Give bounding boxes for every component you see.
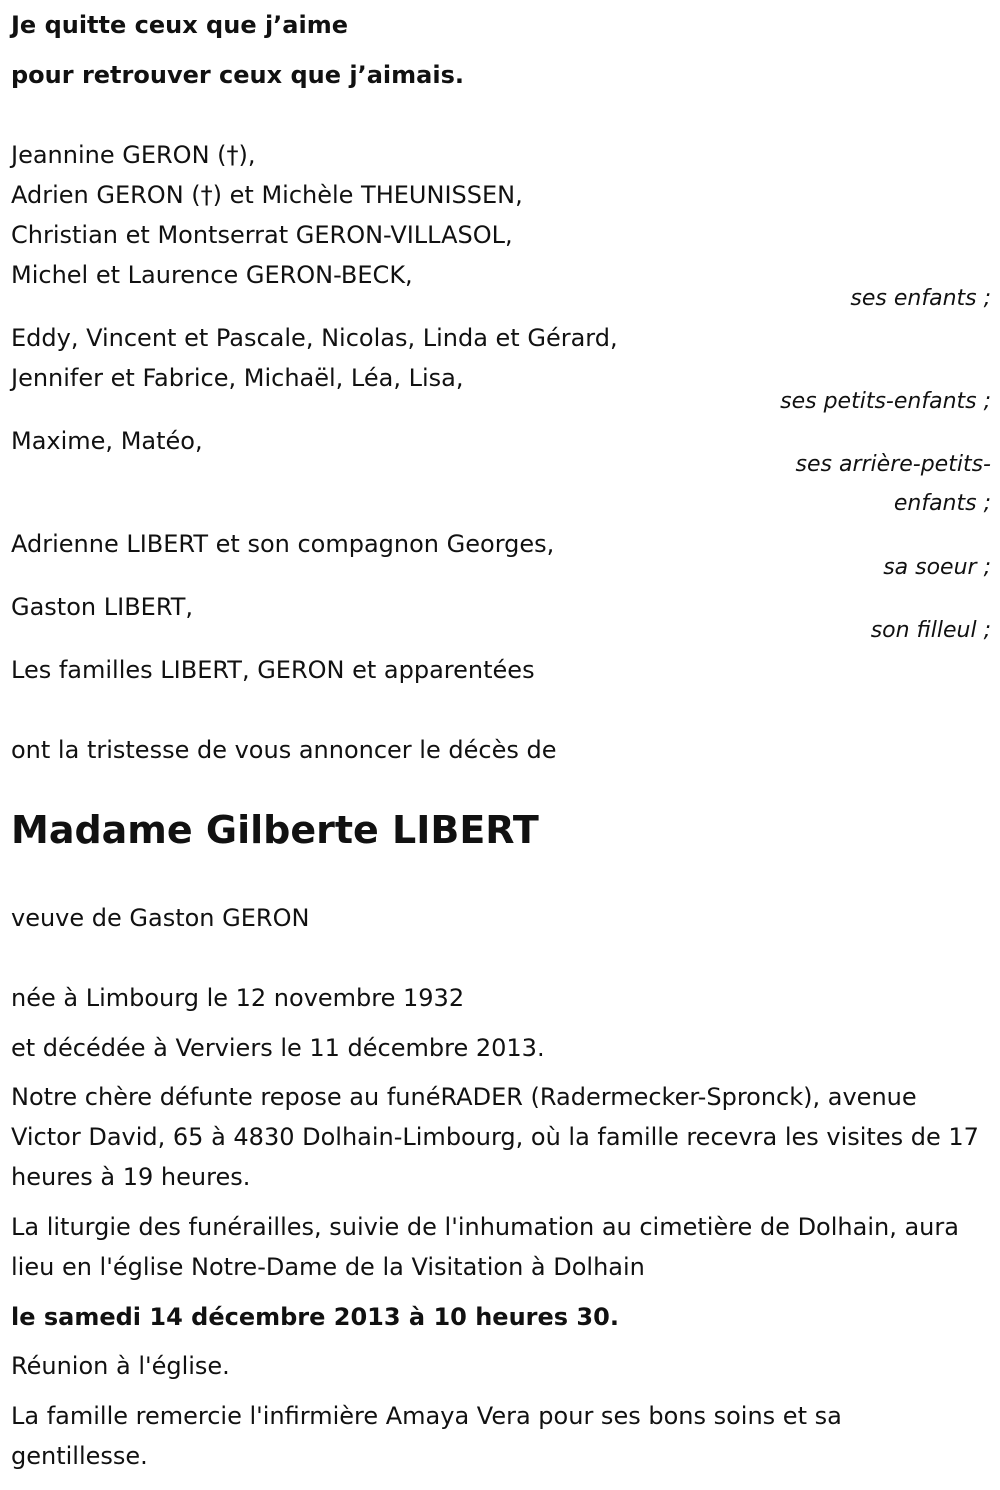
families-line: Les familles LIBERT, GERON et apparentées	[11, 656, 535, 684]
godson-role: son filleul ;	[870, 618, 991, 643]
sister-role: sa soeur ;	[883, 555, 991, 580]
children-name-3: Christian et Montserrat GERON-VILLASOL,	[11, 221, 513, 249]
liturgy-paragraph: La liturgie des funérailles, suivie de l'inhumation au cimetière de Dolhain, aura lieu en l'église Notre-Dame de la Visitation à Dolhain	[11, 1213, 959, 1281]
great-grandchildren-role-1: ses arrière-petits-	[795, 452, 991, 477]
grandchildren-name-2: Jennifer et Fabrice, Michaël, Léa, Lisa,	[11, 364, 464, 392]
announcement-line: ont la tristesse de vous annoncer le décès de	[11, 736, 557, 764]
birth-line: née à Limbourg le 12 novembre 1932	[11, 984, 465, 1012]
deceased-name: Madame Gilberte LIBERT	[11, 808, 539, 852]
grandchildren-role: ses petits-enfants ;	[780, 389, 991, 414]
intro-line-1: Je quitte ceux que j’aime	[11, 11, 349, 39]
great-grandchildren-names: Maxime, Matéo,	[11, 427, 203, 455]
thanks-paragraph: La famille remercie l'infirmière Amaya Vera pour ses bons soins et sa gentillesse.	[11, 1402, 842, 1470]
children-name-2: Adrien GERON (†) et Michèle THEUNISSEN,	[11, 181, 523, 209]
children-name-4: Michel et Laurence GERON-BECK,	[11, 261, 413, 289]
children-role: ses enfants ;	[850, 286, 991, 311]
grandchildren-name-1: Eddy, Vincent et Pascale, Nicolas, Linda et Gérard,	[11, 324, 618, 352]
sister-name: Adrienne LIBERT et son compagnon Georges,	[11, 530, 555, 558]
meeting-line: Réunion à l'église.	[11, 1352, 230, 1380]
godson-name: Gaston LIBERT,	[11, 593, 194, 621]
widow-of-line: veuve de Gaston GERON	[11, 904, 310, 932]
ceremony-date-time: le samedi 14 décembre 2013 à 10 heures 30.	[11, 1303, 619, 1331]
children-name-1: Jeannine GERON (†),	[11, 141, 256, 169]
repose-paragraph: Notre chère défunte repose au funéRADER (Radermecker-Spronck), avenue Victor David, 65 à 4830 Dolhain-Limbourg, où la famille recevra les visites de 17 heures à 19 heures.	[11, 1083, 979, 1191]
intro-line-2: pour retrouver ceux que j’aimais.	[11, 61, 464, 89]
great-grandchildren-role-2: enfants ;	[893, 491, 991, 516]
death-line: et décédée à Verviers le 11 décembre 2013.	[11, 1034, 545, 1062]
